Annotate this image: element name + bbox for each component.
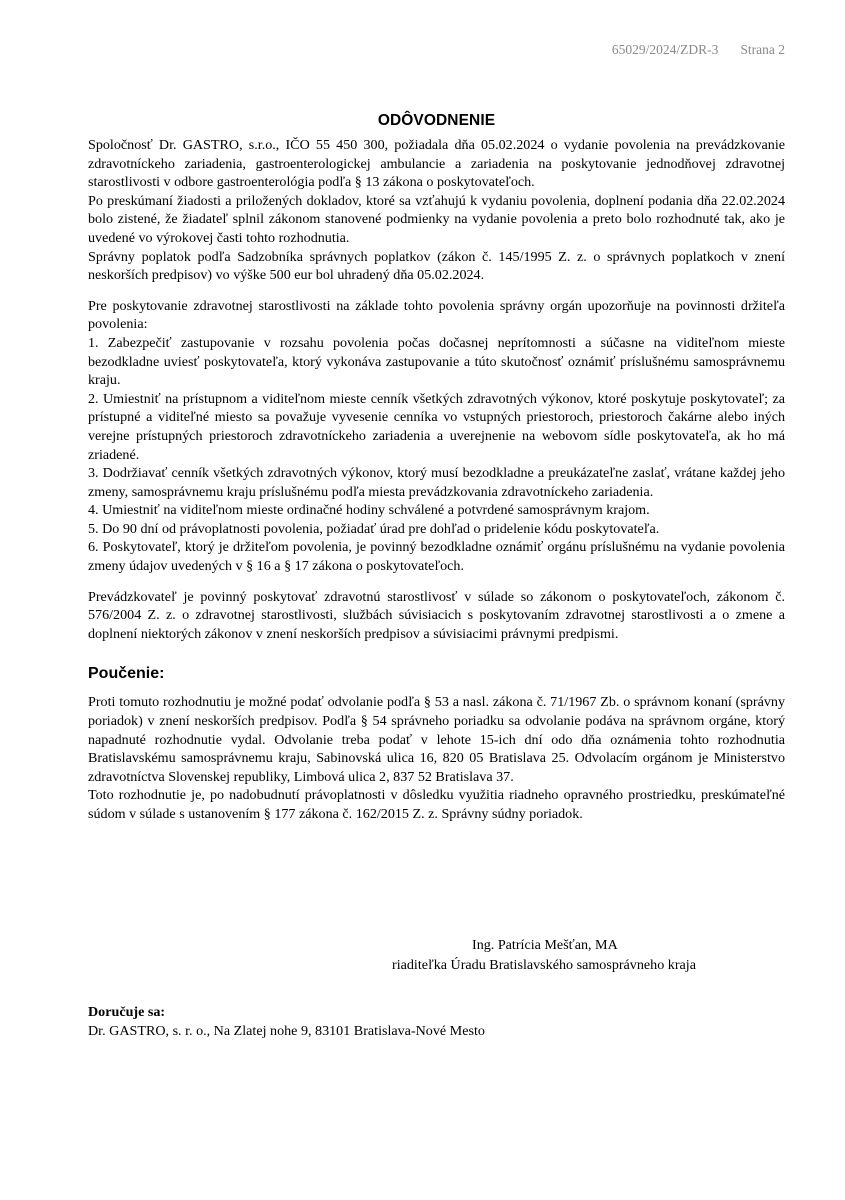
- obligation-item: 1. Zabezpečiť zastupovanie v rozsahu povolenia počas dočasnej neprítomnosti a súčasne na viditeľnom mieste bezodkladne uviesť poskytovateľa, ktorý vykonáva zastupovanie a túto skutočnosť oznámiť príslušnému samosprávnemu kraju.: [88, 334, 785, 389]
- operator-duty-paragraph: Prevádzkovateľ je povinný poskytovať zdravotnú starostlivosť v súlade so zákonom o poskytovateľoch, zákonom č. 576/2004 Z. z. o zdravotnej starostlivosti, službách súvisiacich s poskytovaním zdravotnej starostlivosti a o zmene a doplnení niektorých zákonov v znení neskorších predpisov a súvisiacimi právnymi predpismi.: [88, 588, 785, 642]
- page-header: [612, 42, 785, 58]
- reasoning-section: [88, 136, 785, 285]
- document-body: [88, 112, 785, 824]
- obligation-item: 3. Dodržiavať cenník všetkých zdravotných výkonov, ktorý musí bezodkladne a preukázateľne zaslať, vrátane každej jeho zmeny, samosprávnemu kraju príslušnému podľa miesta prevádzkovania zdravotníckeho zariadenia.: [88, 465, 785, 500]
- delivery-label: Doručuje sa:: [88, 1004, 166, 1020]
- reasoning-paragraph-2: Po preskúmaní žiadosti a priložených dokladov, ktoré sa vzťahujú k vydaniu povolenia, doplnení podania dňa 22.02.2024 bolo zistené, že žiadateľ splnil zákonom stanovené podmienky na vydanie povolenia a preto bolo rozhodnuté tak, ako je uvedené vo výrokovej časti tohto rozhodnutia.: [88, 192, 785, 246]
- operator-duty-section: [88, 588, 785, 644]
- instruction-section: [88, 693, 785, 823]
- instruction-heading: Poučenie:: [88, 665, 165, 683]
- page-number: Strana 2: [740, 42, 785, 57]
- delivery-block: [88, 1003, 788, 1041]
- obligations-section: [88, 297, 785, 576]
- section-title: ODÔVODNENIE: [377, 112, 496, 129]
- signatory-name: Ing. Patrícia Mešťan, MA: [472, 937, 618, 953]
- reference-number: 65029/2024/ZDR-3: [611, 42, 719, 57]
- reasoning-paragraph-3: Správny poplatok podľa Sadzobníka správnych poplatkov (zákon č. 145/1995 Z. z. o správnych poplatkoch v znení neskorších predpisov) vo výške 500 eur bol uhradený dňa 05.02.2024.: [88, 248, 785, 284]
- obligation-item: 2. Umiestniť na prístupnom a viditeľnom mieste cenník všetkých zdravotných výkonov, ktoré poskytuje poskytovateľ; za prístupné a viditeľné miesto sa považuje vyvesenie cenníka vo vstupných priestoroch, priestoroch čakárne alebo iných verejne prístupných priestoroch zdravotníckeho zariadenia a uverejnenie na webovom sídle poskytovateľa, ak ho má zriadené.: [88, 390, 785, 463]
- delivery-recipient: Dr. GASTRO, s. r. o., Na Zlatej nohe 9, 83101 Bratislava-Nové Mesto: [88, 1023, 485, 1039]
- obligation-item: 4. Umiestniť na viditeľnom mieste ordinačné hodiny schválené a potvrdené samosprávnym krajom.: [88, 502, 650, 519]
- obligations-intro: Pre poskytovanie zdravotnej starostlivosti na základe tohto povolenia správny orgán upozorňuje na povinnosti držiteľa povolenia:: [88, 297, 785, 333]
- signatory-role: riaditeľka Úradu Bratislavského samosprávneho kraja: [392, 957, 696, 973]
- obligation-item: 5. Do 90 dní od právoplatnosti povolenia, požiadať úrad pre dohľad o pridelenie kódu poskytovateľa.: [88, 520, 660, 537]
- reasoning-paragraph-1: Spoločnosť Dr. GASTRO, s.r.o., IČO 55 450 300, požiadala dňa 05.02.2024 o vydanie povolenia na prevádzkovanie zdravotníckeho zariadenia, gastroenterologickej ambulancie a zariadenia na poskytovanie jednodňovej zdravotnej starostlivosti v odbore gastroenterológia podľa § 13 zákona o poskytovateľoch.: [88, 137, 785, 191]
- obligation-item: 6. Poskytovateľ, ktorý je držiteľom povolenia, je povinný bezodkladne oznámiť orgánu príslušnému na vydanie povolenia zmeny údajov uvedených v § 16 a § 17 zákona o poskytovateľoch.: [88, 539, 785, 575]
- instruction-paragraph-1: Proti tomuto rozhodnutiu je možné podať odvolanie podľa § 53 a nasl. zákona č. 71/1967 Zb. o správnom konaní (správny poriadok) v znení neskorších predpisov. Podľa § 54 správneho poriadku sa odvolanie podáva na správnom orgáne, ktorý napadnuté rozhodnutie vydal. Odvolanie treba podať v lehote 15-ich dní odo dňa oznámenia tohto rozhodnutia Bratislavskému samosprávnemu kraju, Sabinovská ulica 16, 820 05 Bratislava 25. Odvolacím orgánom je Ministerstvo zdravotníctva Slovenskej republiky, Limbová ulica 2, 837 52 Bratislava 37.: [88, 694, 785, 785]
- instruction-paragraph-2: Toto rozhodnutie je, po nadobudnutí právoplatnosti v dôsledku využitia riadneho opravného prostriedku, preskúmateľné súdom v súlade s ustanovením § 177 zákona č. 162/2015 Z. z. Správny súdny poriadok.: [88, 787, 785, 822]
